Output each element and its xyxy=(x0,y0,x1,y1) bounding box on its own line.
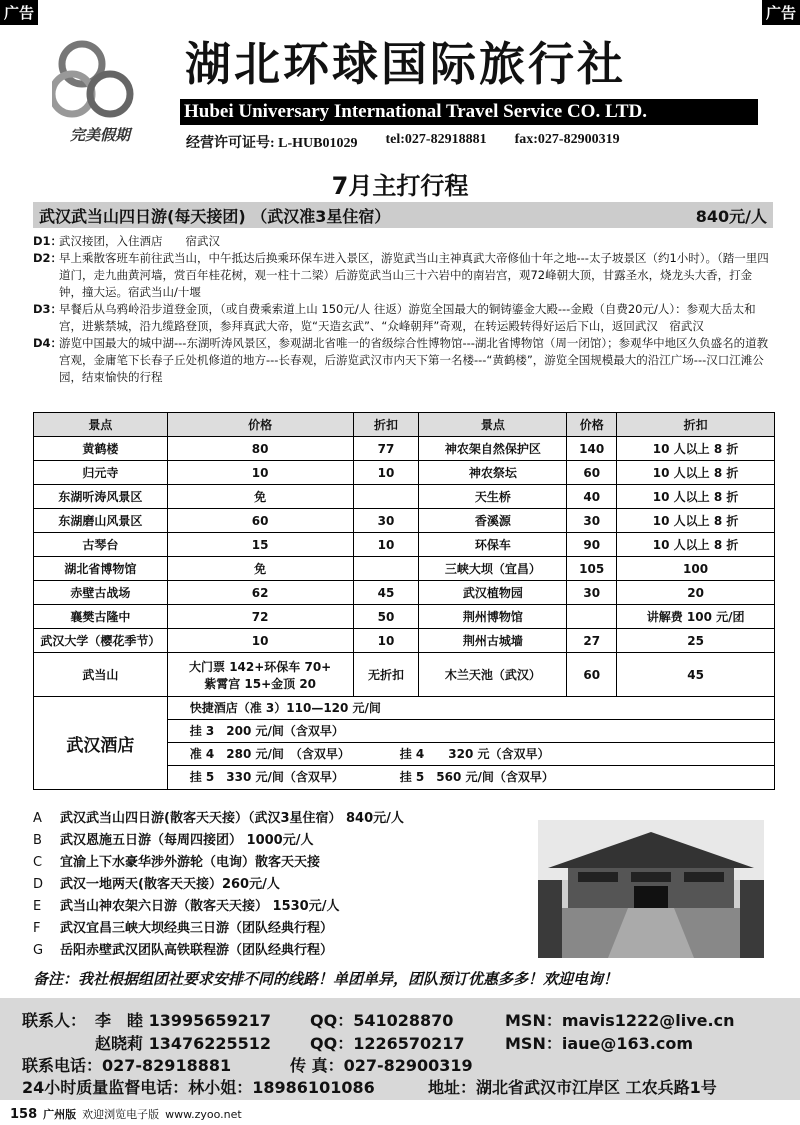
table-row xyxy=(34,557,775,581)
table-cell: 湖北省博物馆 xyxy=(34,557,168,581)
table-cell xyxy=(353,557,419,581)
hotel-line: 快捷酒店（准 3）110—120 元/间 xyxy=(168,697,774,720)
list-item: A 武汉武当山四日游(散客天天接）（武汉3星住宿） 840元/人 xyxy=(33,811,404,826)
table-row xyxy=(34,485,775,509)
cell-mulan-price: 60 xyxy=(567,653,617,697)
table-cell: 襄樊古隆中 xyxy=(34,605,168,629)
hotel-label: 武汉酒店 xyxy=(34,697,168,790)
table-row-wudang xyxy=(34,653,775,697)
header-contact xyxy=(186,132,620,152)
day-text: 早餐后从乌鸦岭沿步道登金顶，（或自费乘索道上山 150元/人 往返）游览全国最大的铜铸鎏金大殿---金殿（自费20元/人）：参观大岳太和宫，进紫禁城，沿九缆路登顶，参拜真武大帝，览“天造玄武”、“众峰朝拜”奇观，在转运殿转得好运后下山，返回武汉 宿武汉 xyxy=(59,302,756,333)
table-cell: 10 xyxy=(353,461,419,485)
route-price: 840元/人 xyxy=(695,206,767,226)
route-banner xyxy=(33,202,773,228)
table-row xyxy=(34,581,775,605)
page-title: 7月主打行程 xyxy=(331,172,469,200)
site-label: 欢迎浏览电子版 xyxy=(82,1108,160,1121)
list-item: B 武汉恩施五日游（每周四接团） 1000元/人 xyxy=(33,833,314,848)
table-cell: 讲解费 100 元/团 xyxy=(617,605,775,629)
company-name-en: Hubei Universary International Travel Service CO. LTD. xyxy=(180,99,758,125)
day-label: D4： xyxy=(33,336,63,350)
contact-person-2: 赵晓莉 13476225512 xyxy=(95,1034,272,1053)
table-cell: 武汉大学（樱花季节） xyxy=(34,629,168,653)
edition-label: 广州版 xyxy=(43,1108,77,1121)
day-label: D3： xyxy=(33,302,63,316)
table-cell: 赤壁古战场 xyxy=(34,581,168,605)
day-text: 早上乘散客班车前往武当山，中午抵达后换乘环保车进入景区，游览武当山主神真武大帝修仙十年之地---太子坡景区（约1小时）。（踏一里四道门，走九曲黄河墙，赏百年桂花树，观一柱十二梁）后游览武当山三十六岩中的南岩宫，观72峰朝大顶，甘露圣水，烧龙头大香，打金钟，撞大运。宿武当山/十堰 xyxy=(59,251,769,299)
table-cell: 77 xyxy=(353,437,419,461)
table-cell xyxy=(167,697,774,790)
list-item: G 岳阳赤壁武汉团队高铁联程游（团队经典行程） xyxy=(33,943,334,958)
table-cell: 10 xyxy=(353,533,419,557)
table-cell: 20 xyxy=(617,581,775,605)
qq-2: QQ：1226570217 xyxy=(310,1034,465,1053)
table-cell: 古琴台 xyxy=(34,533,168,557)
page-number: 158 xyxy=(10,1106,38,1122)
table-cell: 10 人以上 8 折 xyxy=(617,485,775,509)
site-url: www.zyoo.net xyxy=(165,1107,242,1121)
table-cell: 东湖磨山风景区 xyxy=(34,509,168,533)
table-cell: 100 xyxy=(617,557,775,581)
hotel-line: 挂 3 200 元/间（含双早） xyxy=(168,720,774,743)
table-cell: 环保车 xyxy=(419,533,567,557)
table-cell: 60 xyxy=(167,509,353,533)
hotel-line: 准 4 280 元/间 （含双早） 挂 4 320 元（含双早） xyxy=(168,743,774,766)
col-header: 折扣 xyxy=(617,413,775,437)
col-header: 景点 xyxy=(34,413,168,437)
table-cell: 40 xyxy=(567,485,617,509)
temple-photo xyxy=(538,820,764,958)
itinerary xyxy=(33,233,773,386)
hotel-line: 挂 5 330 元/间（含双早） 挂 5 560 元/间（含双早） xyxy=(189,770,554,784)
table-cell: 25 xyxy=(617,629,775,653)
table-cell: 60 xyxy=(567,461,617,485)
footer-contact xyxy=(0,998,800,1100)
cell-wudang-price: 大门票 142+环保车 70+ 紫霄宫 15+金顶 20 xyxy=(167,653,353,697)
attraction-price-table xyxy=(33,412,775,790)
col-header: 价格 xyxy=(167,413,353,437)
table-cell: 80 xyxy=(167,437,353,461)
table-cell: 神农祭坛 xyxy=(419,461,567,485)
ad-tag-left: 广告 xyxy=(0,0,38,25)
company-logo xyxy=(52,36,148,148)
table-row xyxy=(34,533,775,557)
table-cell: 10 人以上 8 折 xyxy=(617,461,775,485)
col-header: 价格 xyxy=(567,413,617,437)
contact-person-1: 李 睦 13995659217 xyxy=(95,1011,272,1030)
table-cell: 140 xyxy=(567,437,617,461)
table-cell: 免 xyxy=(167,485,353,509)
table-cell: 105 xyxy=(567,557,617,581)
company-name: 湖北环球国际旅行社 xyxy=(185,37,626,91)
contact-label: 联系人： xyxy=(22,1011,87,1030)
table-cell: 荆州古城墙 xyxy=(419,629,567,653)
table-cell: 黄鹤楼 xyxy=(34,437,168,461)
table-cell: 香溪源 xyxy=(419,509,567,533)
table-cell: 10 人以上 8 折 xyxy=(617,533,775,557)
msn-1: MSN：mavis1222@live.cn xyxy=(505,1011,735,1030)
table-header xyxy=(34,413,775,437)
table-row xyxy=(34,509,775,533)
cell-mulan-discount: 45 xyxy=(617,653,775,697)
day-text: 游览中国最大的城中湖---东湖听涛风景区，参观湖北省唯一的省级综合性博物馆---湖北省博物馆（周一闭馆）；参观华中地区久负盛名的道教宫观，金庸笔下长春子丘处机修道的地方---长春观，后游览武汉市内天下第一名楼---“黄鹤楼”，游览全国规模最大的沿江广场---汉口江滩公园，结束愉快的行程 xyxy=(59,336,769,384)
table-cell: 东湖听涛风景区 xyxy=(34,485,168,509)
list-item: F 武汉宜昌三峡大坝经典三日游（团队经典行程） xyxy=(33,921,334,936)
logo-text: 完美假期 xyxy=(69,126,131,144)
table-cell: 72 xyxy=(167,605,353,629)
table-row xyxy=(34,461,775,485)
table-cell: 10 人以上 8 折 xyxy=(617,509,775,533)
header-fax: fax:027-82900319 xyxy=(514,132,620,147)
table-cell: 10 xyxy=(167,629,353,653)
header-tel: tel:027-82918881 xyxy=(385,132,487,147)
day-text: 武汉接团，入住酒店 宿武汉 xyxy=(59,234,220,248)
list-item: E 武当山神农架六日游（散客天天接） 1530元/人 xyxy=(33,899,340,914)
msn-2: MSN：iaue@163.com xyxy=(505,1034,693,1053)
table-cell: 归元寺 xyxy=(34,461,168,485)
day-label: D2： xyxy=(33,251,63,265)
address: 地址：湖北省武汉市江岸区 工农兵路1号 xyxy=(428,1078,717,1097)
table-cell: 10 xyxy=(353,629,419,653)
table-row xyxy=(34,437,775,461)
cell-wudang-discount: 无折扣 xyxy=(353,653,419,697)
col-header: 景点 xyxy=(419,413,567,437)
col-header: 折扣 xyxy=(353,413,419,437)
itinerary-day xyxy=(33,335,773,386)
table-cell: 62 xyxy=(167,581,353,605)
table-cell: 10 xyxy=(167,461,353,485)
route-list xyxy=(33,808,404,962)
table-cell xyxy=(567,605,617,629)
contact-fax: 传 真：027-82900319 xyxy=(290,1056,473,1075)
page-footer xyxy=(10,1106,242,1122)
table-cell: 10 人以上 8 折 xyxy=(617,437,775,461)
itinerary-day xyxy=(33,233,773,250)
quality-hotline: 24小时质量监督电话：林小姐：18986101086 xyxy=(22,1078,375,1097)
table-cell: 武汉植物园 xyxy=(419,581,567,605)
table-cell: 45 xyxy=(353,581,419,605)
day-label: D1： xyxy=(33,234,63,248)
cell-mulan: 木兰天池（武汉） xyxy=(419,653,567,697)
itinerary-day xyxy=(33,250,773,301)
contact-phone: 联系电话：027-82918881 xyxy=(22,1056,232,1075)
table-cell: 天生桥 xyxy=(419,485,567,509)
table-cell: 30 xyxy=(567,581,617,605)
hotel-row xyxy=(34,697,775,790)
list-item: D 武汉一地两天(散客天天接）260元/人 xyxy=(33,877,280,892)
table-cell xyxy=(353,485,419,509)
table-row xyxy=(34,605,775,629)
itinerary-day xyxy=(33,301,773,335)
table-cell: 50 xyxy=(353,605,419,629)
list-item: C 宜渝上下水豪华涉外游轮（电询）散客天天接 xyxy=(33,855,321,870)
table-cell: 90 xyxy=(567,533,617,557)
table-row xyxy=(34,629,775,653)
cell-wudang: 武当山 xyxy=(34,653,168,697)
remark-note: 备注：我社根据组团社要求安排不同的线路！单团单异，团队预订优惠多多！欢迎电询！ xyxy=(33,970,619,988)
table-cell: 15 xyxy=(167,533,353,557)
table-cell: 27 xyxy=(567,629,617,653)
license-number: 经营许可证号: L-HUB01029 xyxy=(186,136,358,151)
ad-tag-right: 广告 xyxy=(762,0,800,25)
route-title: 武汉武当山四日游(每天接团) （武汉准3星住宿） xyxy=(39,206,391,226)
table-cell: 荆州博物馆 xyxy=(419,605,567,629)
qq-1: QQ：541028870 xyxy=(310,1011,454,1030)
table-cell: 30 xyxy=(567,509,617,533)
table-cell: 30 xyxy=(353,509,419,533)
table-cell: 神农架自然保护区 xyxy=(419,437,567,461)
table-cell: 免 xyxy=(167,557,353,581)
table-cell: 三峡大坝（宜昌） xyxy=(419,557,567,581)
